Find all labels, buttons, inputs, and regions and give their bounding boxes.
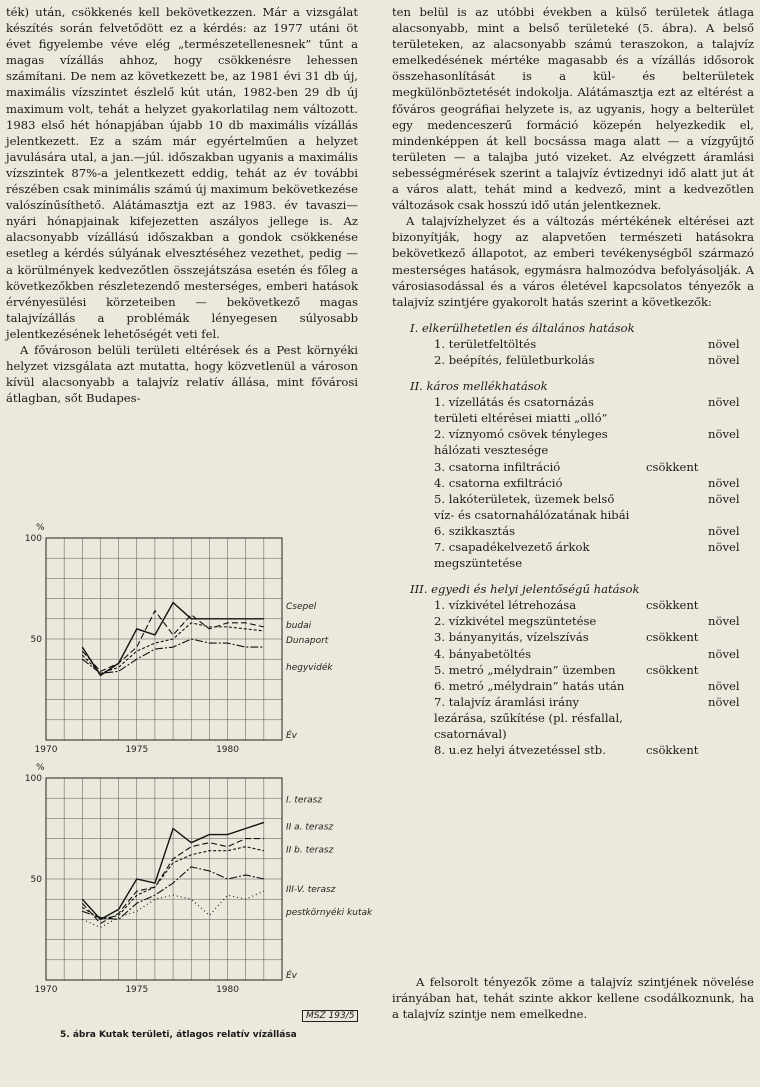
factor-effect: növel (708, 491, 740, 506)
y-tick-label: 100 (24, 774, 42, 784)
factor-group-title: II. káros mellékhatások (410, 379, 548, 394)
chart-city-areas (25, 523, 334, 755)
factor-item (392, 459, 754, 475)
x-tick-label: 1980 (216, 745, 239, 755)
factor-effect: csökkent (646, 630, 699, 645)
figure-caption: 5. ábra Kutak területi, átlagos relatív vízállása (60, 1030, 297, 1040)
factor-item (392, 678, 754, 694)
factor-label: 5. lakóterületek, üzemek belső víz- és csatornahálózatának hibái (434, 491, 630, 522)
factor-effect: csökkent (646, 743, 699, 758)
series-label: Csepel (286, 601, 317, 612)
factor-effect: növel (708, 694, 740, 709)
figure-code-label: MSZ 193/5 (302, 1010, 358, 1022)
factor-label: 7. csapadékelvezető árkok megszüntetése (434, 540, 590, 571)
x-tick-label: 1980 (216, 985, 239, 995)
factor-label: 6. metró „mélydrain” hatás után (434, 678, 625, 693)
closing-paragraph: A felsorolt tényezők zöme a talajvíz szintjének növelése irányában hat, tehát szinte akkor kellene csodálkoznunk, ha a talajvíz szintje nem emelkedne. (392, 975, 754, 1022)
factor-effect: növel (708, 523, 740, 538)
left-paragraph-1: ték) után, csökkenés kell bekövetkezzen. Már a vizsgálat készítés során felvetődött ez a kérdés: az 1977 utáni öt évet figyelembe véve elég „természetellenesnek” tűnt a magas vízállás ahhoz, hogy csökkenésre lehessen számítani. De nem az következett be, az 1981 évi 31 db új, maximális vízszintet észlelő kút után, 1982-ben 29 db új maximum volt, tehát a helyzet gyakorlatilag nem változott. 1983 első hét hónapjában újabb 10 db maximális vízállás jelentkezett. Ez a szám már egyértelműen a helyzet javulására utal, a jan.—júl. időszakban ugyanis a maximális vízszintek 87%-a jelentkezett eddig, tehát az év további részében csak minimális számú új maximum bekövetkezése valószínűsíthető. Alátámasztja ezt az 1983. év tavaszi—nyári hónapjainak kifejezetten aszályos jellege is. Az alacsonyabb vízállású időszakban a gondok csökkenése esetleg a kérdés súlyának elvesztéséhez vezethet, pedig — a körülmények kedvezőtlen összejátszása esetén és főleg a következőkben részletezendő mesterséges, emberi hatások érvényesülési körzeteiben — bekövetkező magas talajvízállás a problémák lényegesen súlyosabb jelentkezésének lehetőségét veti fel. (6, 5, 358, 341)
y-axis-label: % (36, 763, 45, 773)
factor-label: 3. bányanyitás, vízelszívás (434, 630, 589, 645)
factor-list (392, 320, 754, 758)
factor-effect: növel (708, 646, 740, 661)
factor-item (392, 394, 754, 426)
right-text-column (392, 4, 754, 758)
factor-item (392, 491, 754, 523)
factor-item (392, 539, 754, 571)
y-axis-label: % (36, 523, 45, 533)
factor-item (392, 629, 754, 645)
factor-label: 1. területfeltöltés (434, 336, 537, 351)
series-label: budai (286, 620, 312, 631)
factor-item (392, 523, 754, 539)
factor-item (392, 662, 754, 678)
factor-effect: csökkent (646, 598, 699, 613)
factor-label: 2. beépítés, felületburkolás (434, 352, 595, 367)
factor-item (392, 613, 754, 629)
x-tick-label: 1970 (34, 745, 58, 755)
y-tick-label: 50 (30, 635, 42, 645)
factor-effect: növel (708, 475, 740, 490)
factor-label: 6. szikkasztás (434, 523, 516, 538)
factor-label: 2. vízkivétel megszüntetése (434, 614, 597, 629)
factor-item (392, 597, 754, 613)
series-label: hegyvidék (286, 663, 333, 674)
factor-group-title: III. egyedi és helyi jelentőségű hatások (410, 582, 640, 597)
factor-item (392, 426, 754, 458)
series-label: Dunaport (286, 635, 329, 646)
factor-effect: növel (708, 395, 740, 410)
factor-label: 1. vízellátás és csatornázás területi eltérései miatti „olló” (434, 395, 608, 426)
right-paragraph-1: ten belül is az utóbbi években a külső területek átlaga alacsonyabb, mint a belső területeké (5. ábra). A belső területeken, az alacsonyabb számú teraszokon, a talajvíz emelkedésének mértéke magasabb és a vízállás idősorok összehasonlítását is a kül- és belterületek megkülönböztetését indokolja. Alátámasztja ezt az eltérést a főváros geográfiai helyzete is, az ugyanis, hogy a belterület egy medenceszerű formáció közepén helyezkedik el, mindenképpen át kell bocsássa maga alatt — a vízgyűjtő területen — a talajba jutó vizeket. Az elvégzett áramlási sebességmérések szerint a talajvíz évtizednyi idő alatt jut át a város alatt, tehát mind a kedvező, mint a kedvezőtlen változások csak hosszú idő után jelentkeznek. (392, 5, 754, 213)
x-tick-label: 1975 (125, 745, 149, 755)
factor-item (392, 742, 754, 758)
series-label: III-V. terasz (286, 885, 336, 895)
factor-label: 5. metró „mélydrain” üzemben (434, 662, 616, 677)
factor-label: 1. vízkivétel létrehozása (434, 598, 577, 613)
factor-label: 8. u.ez helyi átvezetéssel stb. (434, 743, 606, 758)
factor-label: 4. bányabetöltés (434, 646, 532, 661)
x-tick-label: 1970 (34, 985, 58, 995)
left-paragraph-2: A fővároson belüli területi eltérések és a Pest környéki helyzet vizsgálata azt mutatta, hogy közvetlenül a városon kívül alacsonyabb a talajvíz relatív állása, mint fővárosi átlagban, sőt Budapes- (6, 342, 358, 406)
factor-effect: növel (708, 678, 740, 693)
x-axis-label: Év (286, 731, 298, 741)
factor-label: 3. csatorna infiltráció (434, 459, 561, 474)
chart-terraces (25, 763, 373, 995)
factor-item (392, 336, 754, 352)
factor-effect: növel (708, 614, 740, 629)
factor-effect: növel (708, 336, 740, 351)
factor-effect: növel (708, 427, 740, 442)
factor-group-title: I. elkerülhetetlen és általános hatások (410, 320, 635, 335)
factor-label: 7. talajvíz áramlási irány lezárása, szűkítése (pl. résfallal, csatornával) (434, 694, 623, 742)
right-paragraph-2: A talajvízhelyzet és a változás mértékének eltérései azt bizonyítják, hogy az alapvetően természeti hatásokra bekövetkező állapotot, az emberi tevékenységből származó mesterséges hatások, egymásra halmozódva befolyásolják. A városiasodással és a város életével kapcsolatos tényezők a talajvíz szintjére gyakorolt hatás szerint a következők: (392, 214, 754, 309)
factor-label: 4. csatorna exfiltráció (434, 475, 563, 490)
factor-label: 2. víznyomó csövek tényleges hálózati vesztesége (434, 427, 608, 458)
x-axis-label: Év (286, 971, 298, 981)
series-label: pestkörnyéki kutak (286, 908, 373, 919)
factor-effect: növel (708, 540, 740, 554)
series-label: I. terasz (286, 795, 323, 806)
y-tick-label: 100 (24, 534, 42, 544)
factor-item (392, 646, 754, 662)
factor-item (392, 352, 754, 368)
series-label: II a. terasz (286, 822, 334, 833)
factor-effect: csökkent (646, 662, 699, 677)
y-tick-label: 50 (30, 875, 42, 885)
series-label: II b. terasz (286, 845, 334, 856)
factor-effect: növel (708, 352, 740, 367)
factor-effect: csökkent (646, 459, 699, 474)
factor-item (392, 475, 754, 491)
x-tick-label: 1975 (125, 985, 149, 995)
factor-item (392, 694, 754, 742)
